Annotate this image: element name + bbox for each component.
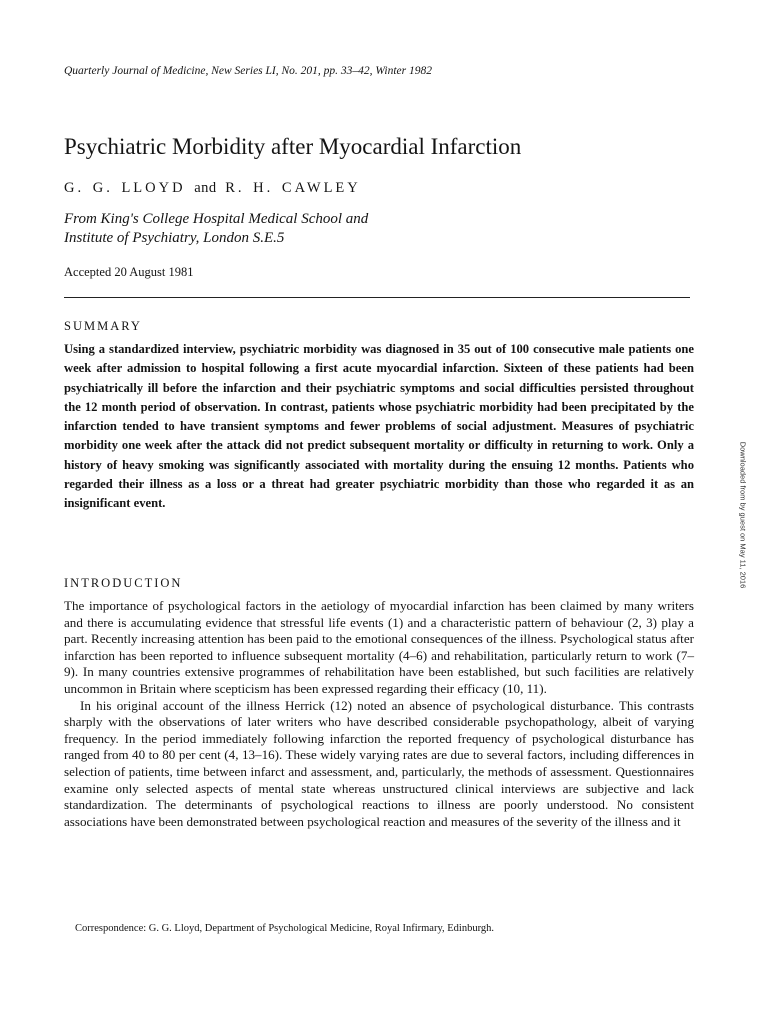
introduction-body — [64, 598, 694, 830]
correspondence-footnote: Correspondence: G. G. Lloyd, Department of Psychological Medicine, Royal Infirmary, Edinburgh. — [75, 923, 495, 934]
authors — [64, 179, 704, 197]
summary-text: Using a standardized interview, psychiatric morbidity was diagnosed in 35 out of 100 consecutive male patients one week after admission to hospital following a first acute myocardial infarction. Sixteen of these patients had been psychiatrically ill before the infarction and their psychiatric symptoms and social difficulties persisted throughout the 12 month period of observation. In contrast, patients whose psychiatric morbidity had been precipitated by the infarction tended to have transient symptoms and fewer problems of social adjustment. Measures of psychiatric morbidity one week after the attack did not predict subsequent mortality or difficulty in returning to work. Only a history of heavy smoking was significantly associated with mortality during the ensuing 12 months. Patients who regarded their illness as a loss or a threat had greater psychiatric morbidity than those who regarded it as an insignificant event. — [64, 342, 694, 511]
journal-citation: Quarterly Journal of Medicine, New Series LI, No. 201, pp. 33–42, Winter 1982 — [64, 65, 432, 77]
summary-heading: SUMMARY — [64, 319, 142, 333]
author-name: R. H. CAWLEY — [225, 180, 361, 196]
article-title: Psychiatric Morbidity after Myocardial Infarction — [64, 134, 522, 159]
affiliation-line: Institute of Psychiatry, London S.E.5 — [64, 230, 285, 246]
author-conjunction: and — [194, 180, 217, 196]
introduction-paragraph: In his original account of the illness Herrick (12) noted an absence of psychological disturbance. This contrasts sharply with the observations of later writers who have described considerable psychopathology, albeit of varying frequency. In the period immediately following infarction the reported frequency of psychological disturbance has ranged from 40 to 80 per cent (4, 13–16). These widely varying rates are due to several factors, including differences in selection of patients, time between infarct and assessment, and, particularly, the methods of assessment. Questionnaires examine only selected aspects of mental state whereas unstructured clinical interviews are subjective and lack standardization. The determinants of psychological reactions to illness are poorly understood. No consistent associations have been demonstrated between psychological reaction and measures of the severity of the illness and it — [64, 697, 694, 829]
affiliation-line: From King's College Hospital Medical School and — [64, 211, 369, 227]
accepted-date: Accepted 20 August 1981 — [64, 265, 194, 279]
affiliation — [64, 210, 704, 248]
download-watermark-text: Downloaded from by guest on May 11, 2016 — [738, 441, 748, 589]
author-name: G. G. LLOYD — [64, 180, 186, 196]
introduction-paragraph: The importance of psychological factors in the aetiology of myocardial infarction has been claimed by many writers and there is accumulating evidence that stressful life events (1) and a characteristic pattern of behaviour (2, 3) play a part. Recently increasing attention has been paid to the emotional consequences of the illness. Psychological status after infarction has been reported to influence subsequent mortality (4–6) and rehabilitation, particularly return to work (7–9). In many countries extensive programmes of rehabilitation have been established, but such facilities are relatively uncommon in Britain where scepticism has been expressed regarding their efficacy (10, 11). — [64, 598, 694, 696]
introduction-heading: INTRODUCTION — [64, 576, 183, 590]
section-divider — [64, 297, 690, 298]
